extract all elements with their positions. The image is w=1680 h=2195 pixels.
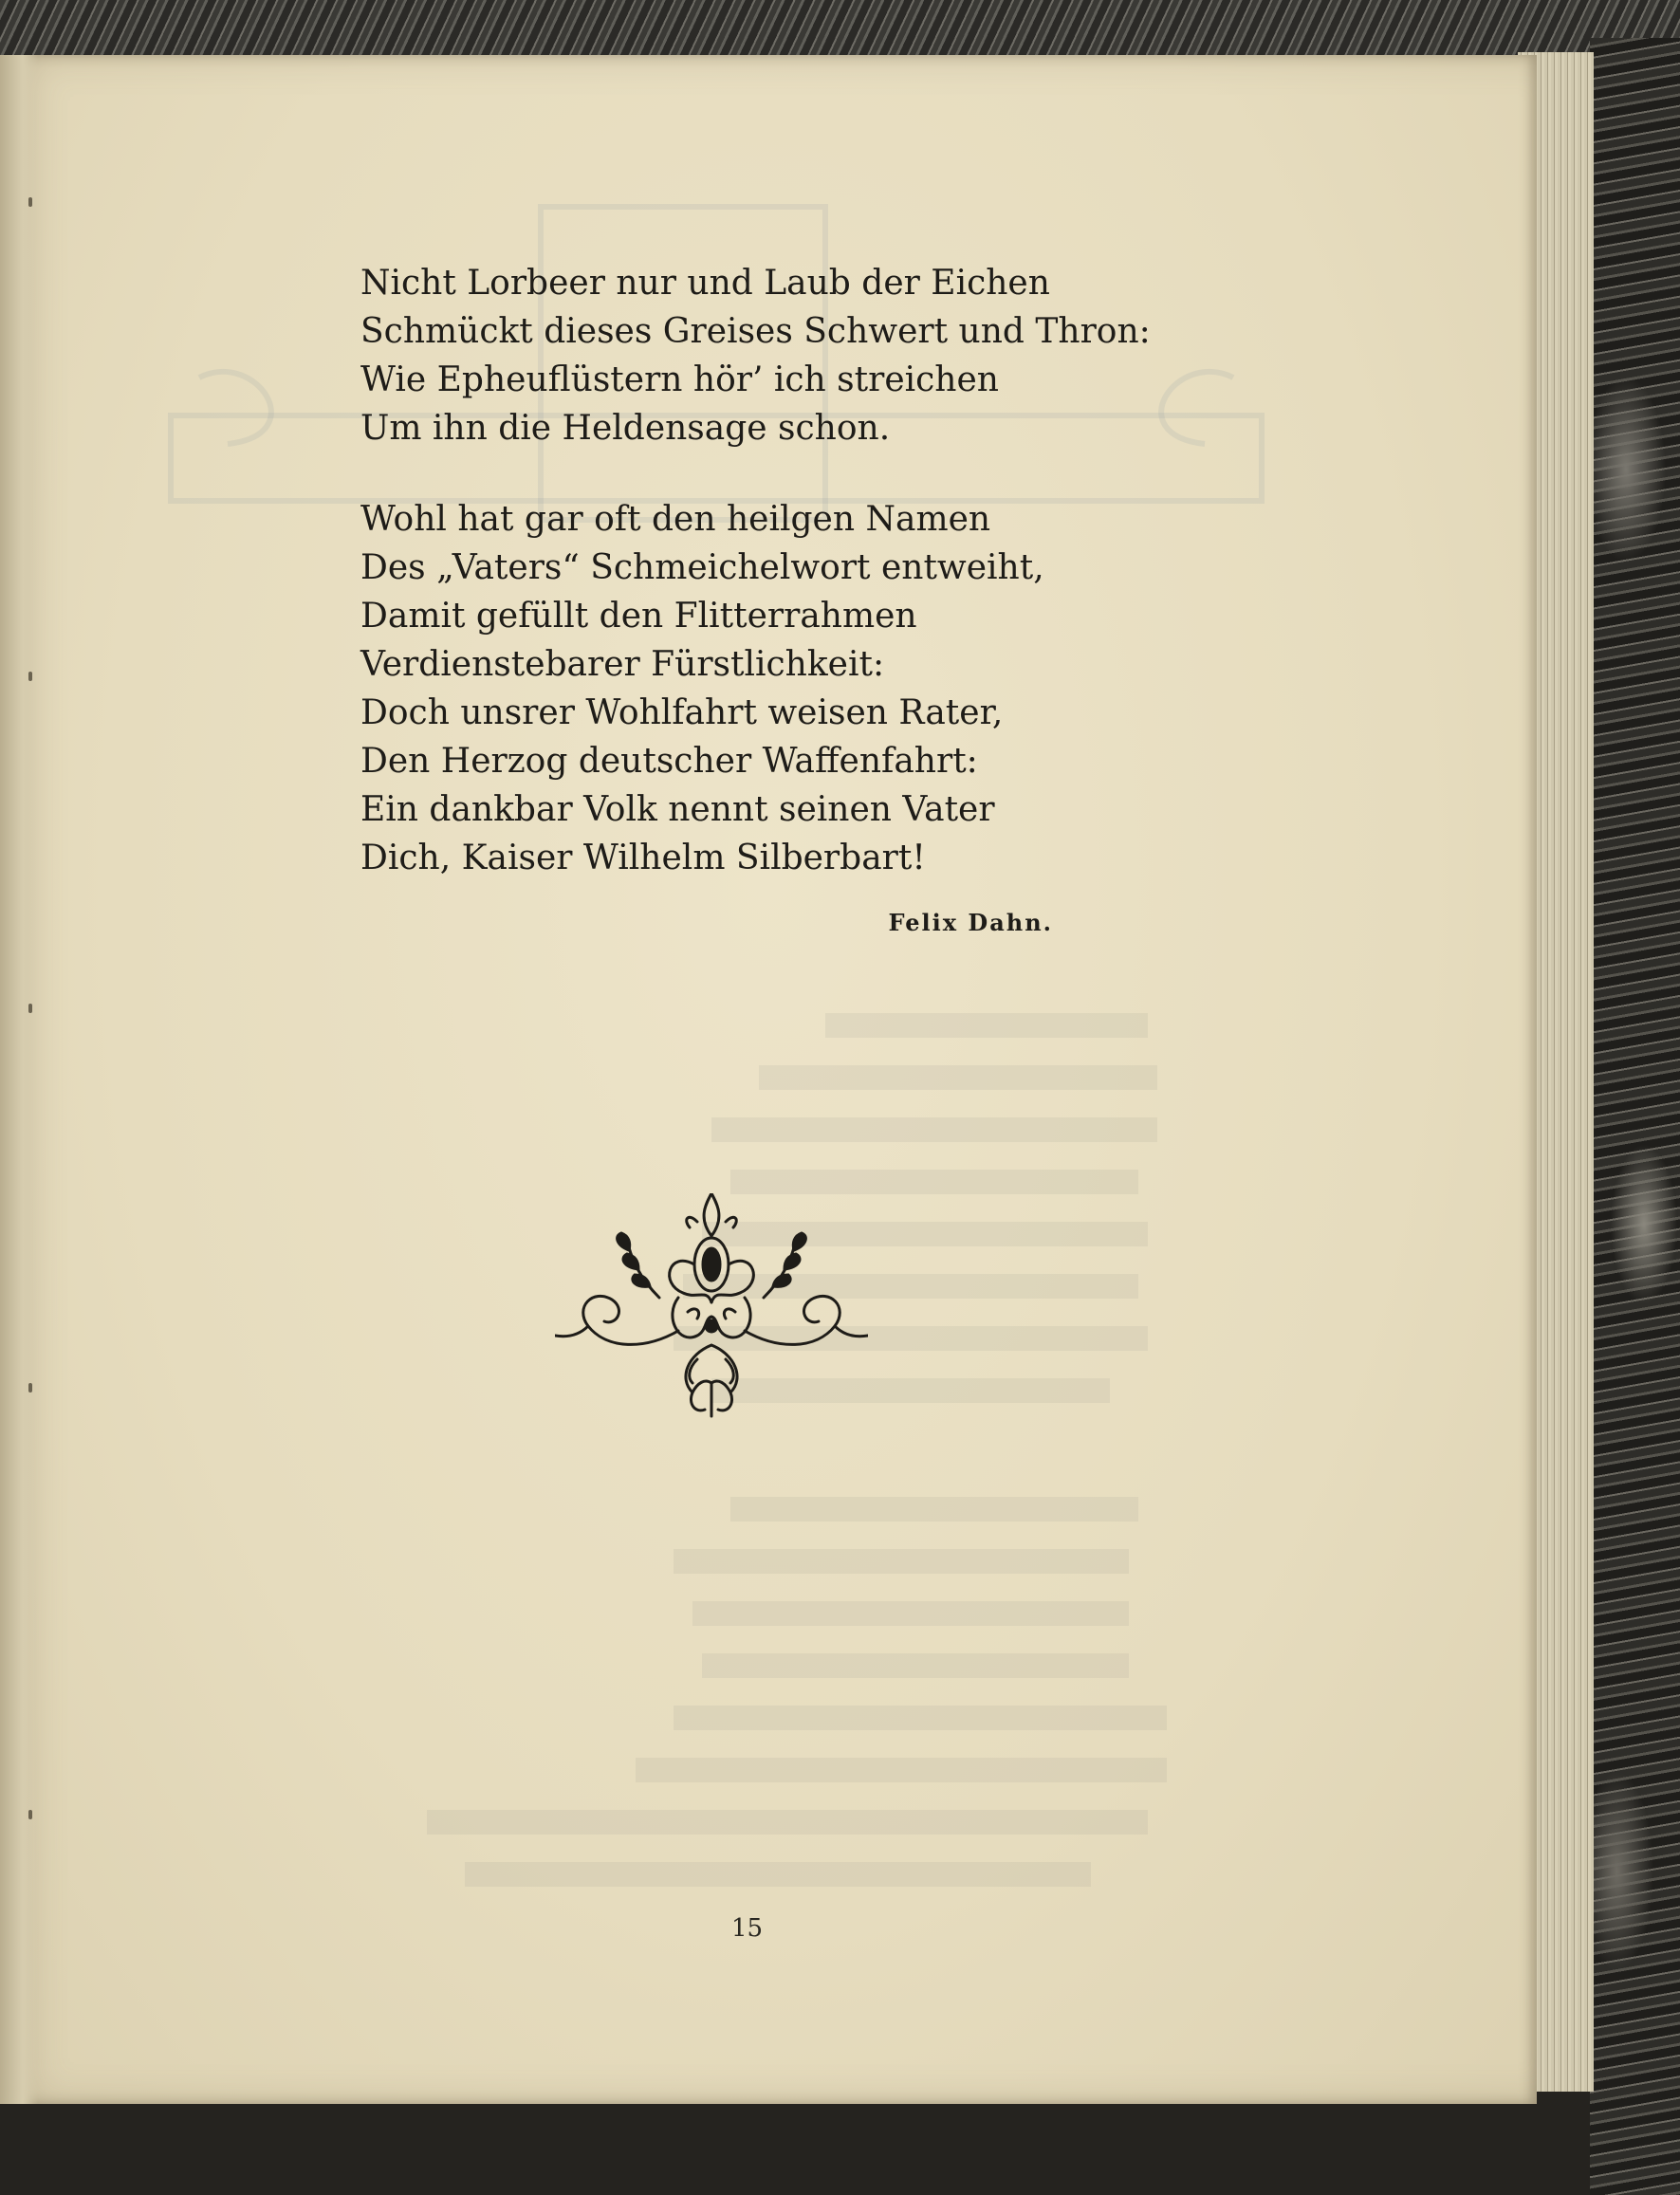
marbled-cover-edge	[1590, 38, 1680, 2195]
poem-author: Felix Dahn.	[888, 909, 1053, 936]
poem-line: Nicht Lorbeer nur und Laub der Eichen	[360, 264, 1050, 303]
stanza-2	[360, 495, 1214, 882]
binding-stitch	[28, 1004, 32, 1013]
book-page	[0, 55, 1537, 2104]
poem-line: Ein dankbar Volk nennt seinen Vater	[360, 790, 995, 829]
page-gutter	[0, 55, 38, 2104]
floral-vignette-icon	[555, 1193, 868, 1421]
poem-line: Doch unsrer Wohlfahrt weisen Rater,	[360, 693, 1004, 732]
poem-line: Wie Epheuflüstern hör’ ich streichen	[360, 360, 999, 399]
binding-stitch	[28, 197, 32, 207]
page-number: 15	[730, 1914, 764, 1943]
binding-stitch	[28, 1810, 32, 1819]
binding-stitch	[28, 672, 32, 681]
poem-line: Dich, Kaiser Wilhelm Silberbart!	[360, 839, 926, 877]
poem-line: Den Herzog deutscher Waffenfahrt:	[360, 742, 978, 781]
poem-line: Damit gefüllt den Flitterrahmen	[360, 597, 917, 636]
poem-line: Schmückt dieses Greises Schwert und Thron:	[360, 312, 1151, 351]
poem-line: Um ihn die Heldensage schon.	[360, 409, 891, 448]
poem	[360, 259, 1214, 882]
poem-line: Verdienstebarer Fürstlichkeit:	[360, 645, 885, 684]
poem-line: Des „Vaters“ Schmeichelwort entweiht,	[360, 548, 1044, 587]
stanza-1	[360, 259, 1214, 452]
poem-line: Wohl hat gar oft den heilgen Namen	[360, 500, 991, 539]
binding-stitch	[28, 1383, 32, 1393]
